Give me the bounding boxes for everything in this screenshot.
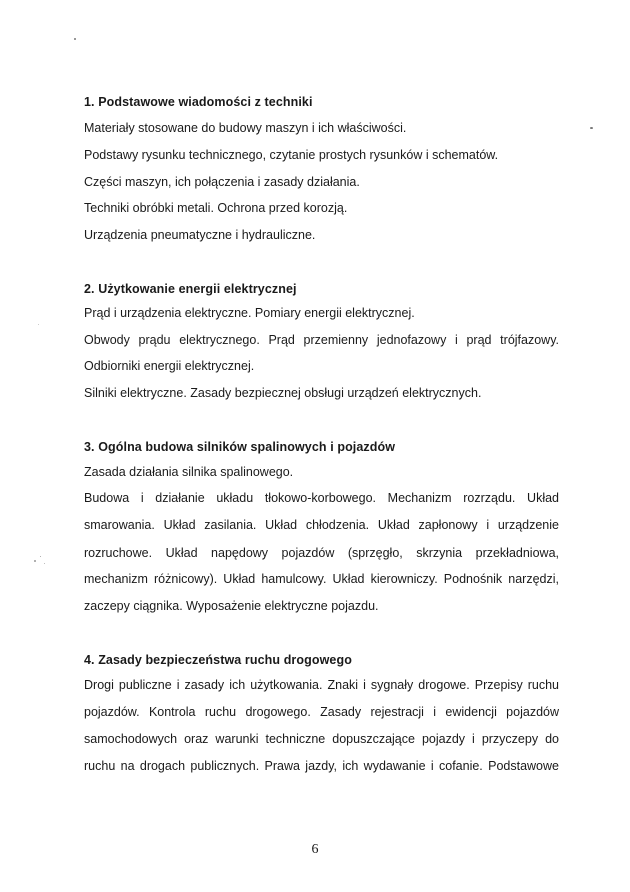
section-4-line-3: samochodowych oraz warunki techniczne dopuszczające pojazdy i przyczepy do bbox=[84, 732, 559, 746]
scan-speck bbox=[590, 127, 593, 129]
section-2-heading: 2. Użytkowanie energii elektrycznej bbox=[84, 282, 297, 296]
section-2-line-4: Silniki elektryczne. Zasady bezpiecznej obsługi urządzeń elektrycznych. bbox=[84, 386, 482, 400]
section-1-line-1: Materiały stosowane do budowy maszyn i ich właściwości. bbox=[84, 121, 407, 135]
section-1-heading: 1. Podstawowe wiadomości z techniki bbox=[84, 95, 313, 109]
section-3-line-6: zaczepy ciągnika. Wyposażenie elektryczne pojazdu. bbox=[84, 599, 379, 613]
section-3-line-5: mechanizm różnicowy). Układ hamulcowy. Układ kierowniczy. Podnośnik narzędzi, bbox=[84, 572, 559, 586]
section-3-line-4: rozruchowe. Układ napędowy pojazdów (sprzęgło, skrzynia przekładniowa, bbox=[84, 546, 559, 560]
section-3-heading: 3. Ogólna budowa silników spalinowych i pojazdów bbox=[84, 440, 396, 454]
section-3-line-1: Zasada działania silnika spalinowego. bbox=[84, 465, 294, 479]
scan-speck bbox=[38, 324, 39, 325]
section-2-line-1: Prąd i urządzenia elektryczne. Pomiary energii elektrycznej. bbox=[84, 306, 415, 320]
section-3-line-3: smarowania. Układ zasilania. Układ chłodzenia. Układ zapłonowy i urządzenie bbox=[84, 518, 559, 532]
scan-speck bbox=[34, 560, 36, 562]
section-4-line-4: ruchu na drogach publicznych. Prawa jazdy, ich wydawanie i cofanie. Podstawowe bbox=[84, 759, 559, 773]
section-4-heading: 4. Zasady bezpieczeństwa ruchu drogowego bbox=[84, 653, 352, 667]
section-1-line-3: Części maszyn, ich połączenia i zasady działania. bbox=[84, 175, 360, 189]
section-4-line-1: Drogi publiczne i zasady ich użytkowania. Znaki i sygnały drogowe. Przepisy ruchu bbox=[84, 678, 559, 692]
section-1-line-4: Techniki obróbki metali. Ochrona przed korozją. bbox=[84, 201, 348, 215]
section-3-line-2: Budowa i działanie układu tłokowo-korbowego. Mechanizm rozrządu. Układ bbox=[84, 491, 559, 505]
section-4-line-2: pojazdów. Kontrola ruchu drogowego. Zasady rejestracji i ewidencji pojazdów bbox=[84, 705, 559, 719]
section-2-line-2: Obwody prądu elektrycznego. Prąd przemienny jednofazowy i prąd trójfazowy. bbox=[84, 333, 559, 347]
scan-speck bbox=[74, 38, 76, 40]
scan-speck bbox=[44, 563, 45, 564]
page-number: 6 bbox=[311, 842, 319, 857]
section-2-line-3: Odbiorniki energii elektrycznej. bbox=[84, 359, 255, 373]
scan-speck bbox=[40, 556, 41, 557]
section-1-line-2: Podstawy rysunku technicznego, czytanie prostych rysunków i schematów. bbox=[84, 148, 499, 162]
section-1-line-5: Urządzenia pneumatyczne i hydrauliczne. bbox=[84, 228, 316, 242]
